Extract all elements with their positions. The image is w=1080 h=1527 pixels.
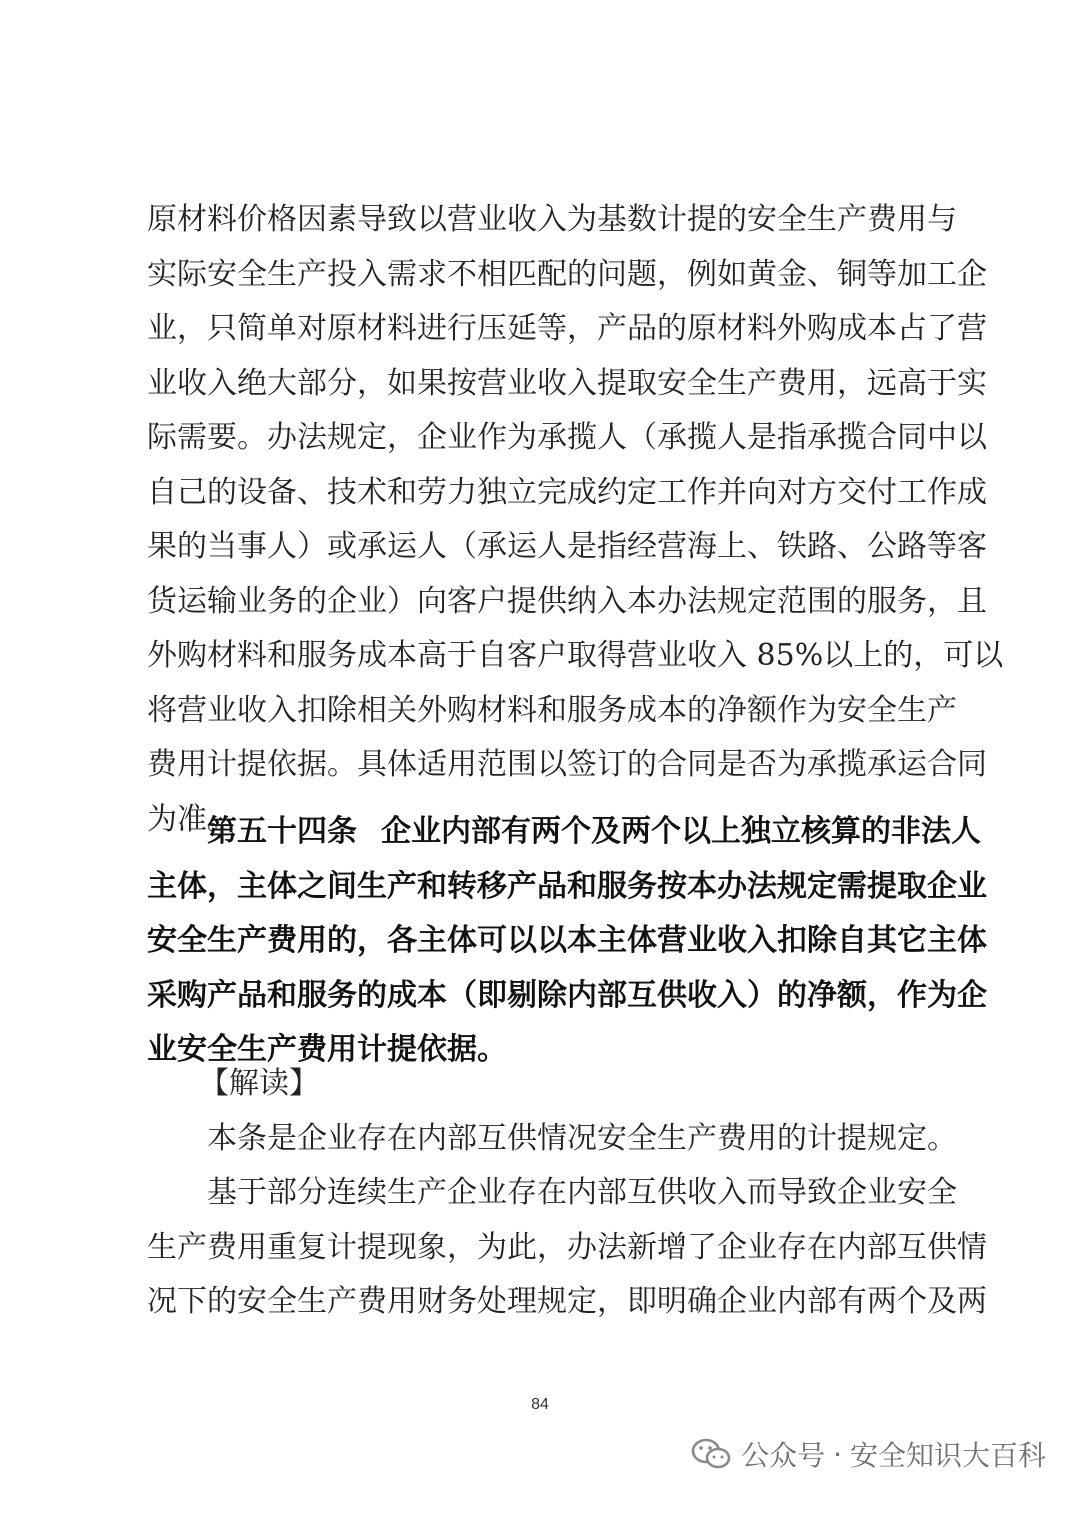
page-number: 84 — [531, 1396, 549, 1413]
text-line: 果的当事人）或承运人（承运人是指经营海上、铁路、公路等客 — [147, 529, 987, 564]
article-number: 第五十四条 — [207, 814, 357, 849]
text-line: 原材料价格因素导致以营业收入为基数计提的安全生产费用与 — [147, 202, 957, 237]
text-line: 况下的安全生产费用财务处理规定，即明确企业内部有两个及两 — [147, 1284, 987, 1319]
interpretation-summary: 本条是企业存在内部互供情况安全生产费用的计提规定。 — [207, 1120, 957, 1156]
text-line: 采购产品和服务的成本（即剔除内部互供收入）的净额，作为企 — [147, 977, 987, 1013]
paragraph-continuation — [147, 193, 1004, 847]
text-line: 实际安全生产投入需求不相匹配的问题，例如黄金、铜等加工企 — [147, 256, 987, 292]
text-line: 将营业收入扣除相关外购材料和服务成本的净额作为安全生产 — [147, 692, 957, 728]
watermark-separator: · — [833, 1437, 842, 1471]
text-line: 外购材料和服务成本高于自客户取得营业收入 85%以上的，可以 — [147, 638, 1004, 673]
text-line: 货运输业务的企业）向客户提供纳入本办法规定范围的服务，且 — [147, 583, 987, 619]
text-line: 主体，主体之间生产和转移产品和服务按本办法规定需提取企业 — [147, 868, 987, 904]
text-line: 自己的设备、技术和劳力独立完成约定工作并向对方交付工作成 — [147, 474, 987, 510]
article-54 — [147, 805, 987, 1078]
text-line: 生产费用重复计提现象，为此，办法新增了企业存在内部互供情 — [147, 1229, 987, 1265]
text-line: 业，只简单对原材料进行压延等，产品的原材料外购成本占了营 — [147, 311, 987, 346]
article-first-line — [147, 805, 981, 860]
watermark-label: 公众号 — [741, 1439, 826, 1472]
text-line: 为准。 — [147, 801, 237, 837]
text-line: 费用计提依据。具体适用范围以签订的合同是否为承揽承运合同 — [147, 747, 987, 782]
text-line: 业收入绝大部分，如果按营业收入提取安全生产费用，远高于实 — [147, 365, 987, 401]
text-line: 基于部分连续生产企业存在内部互供收入而导致企业安全 — [207, 1175, 957, 1210]
wechat-icon — [691, 1437, 731, 1471]
interpretation-section — [147, 1057, 987, 1330]
watermark-account: 安全知识大百科 — [849, 1439, 1046, 1472]
article-text: 企业内部有两个及两个以上独立核算的非法人 — [381, 814, 981, 849]
text-line: 安全生产费用的，各主体可以以本主体营业收入扣除自其它主体 — [147, 923, 987, 958]
interpretation-heading: 【解读】 — [199, 1066, 319, 1101]
text-line: 业安全生产费用计提依据。 — [147, 1032, 507, 1067]
text-line: 际需要。办法规定，企业作为承揽人（承揽人是指承揽合同中以 — [147, 420, 987, 455]
wechat-watermark — [691, 1434, 1046, 1474]
